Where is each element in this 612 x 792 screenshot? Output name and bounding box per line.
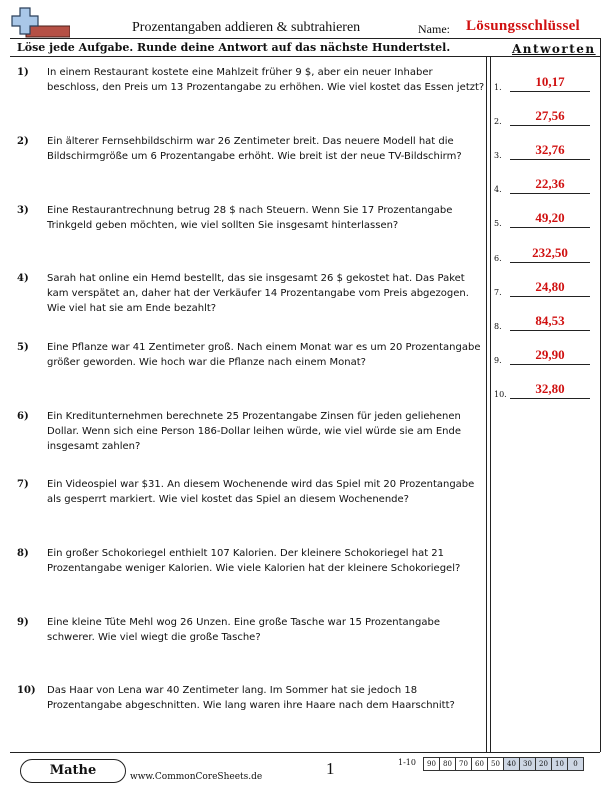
answer-line: [510, 125, 590, 126]
question-number: 8): [17, 548, 29, 559]
question-text: Ein Videospiel war $31. An diesem Wochenende wird das Spiel mit 20 Prozentangabe als gesperrt markiert. Wie viel kostet das Spiel an diesem Wochenende?: [47, 479, 475, 505]
answers-heading: Antworten: [512, 42, 596, 56]
answer-2: [494, 108, 604, 128]
answer-number: 4.: [494, 185, 502, 194]
question-text: Eine Pflanze war 41 Zentimeter groß. Nach einem Monat war es um 20 Prozentangabe größer geworden. Wie hoch war die Pflanze nach einem Monat?: [47, 342, 481, 368]
score-table: [424, 757, 584, 771]
answer-value: 32,80: [535, 381, 565, 396]
answer-value: 49,20: [535, 210, 565, 225]
answer-number: 2.: [494, 117, 502, 126]
answer-value: 22,36: [535, 176, 565, 191]
question-number: 6): [17, 411, 29, 422]
score-cell: 30: [519, 757, 536, 771]
answer-number: 5.: [494, 219, 502, 228]
score-range-label: 1-10: [398, 758, 416, 767]
answer-line: [510, 296, 590, 297]
score-cell: 60: [471, 757, 488, 771]
plus-minus-logo-icon: [10, 4, 70, 40]
name-label: Name:: [418, 22, 450, 36]
answer-value: 29,90: [535, 347, 565, 362]
score-cell: 70: [455, 757, 472, 771]
answer-7: [494, 279, 604, 299]
subject-badge: Mathe: [20, 759, 126, 783]
question-number: 1): [17, 67, 29, 78]
question-number: 4): [17, 273, 29, 284]
answer-line: [510, 91, 590, 92]
score-cell: 90: [423, 757, 440, 771]
answer-value: 24,80: [535, 279, 565, 294]
score-cell: 10: [551, 757, 568, 771]
answer-value: 10,17: [535, 74, 565, 89]
answer-line: [510, 398, 590, 399]
answer-9: [494, 347, 604, 367]
question-text: In einem Restaurant kostete eine Mahlzeit früher 9 $, aber ein neuer Inhaber beschloss, den Preis um 13 Prozentangabe zu erhöhen. Wie viel kostet das Essen jetzt?: [47, 67, 485, 93]
score-cell: 50: [487, 757, 504, 771]
question-number: 10): [17, 685, 36, 696]
question-text: Eine kleine Tüte Mehl wog 26 Unzen. Eine große Tasche war 15 Prozentangabe schwerer. Wie viel wiegt die große Tasche?: [47, 617, 440, 643]
question-text: Ein Kreditunternehmen berechnete 25 Prozentangabe Zinsen für jeden geliehenen Dollar. Wenn sich eine Person 186-Dollar leihen würde, wie viel würde sie am Ende insgesamt zahlen?: [47, 411, 462, 452]
instructions-rule: [10, 56, 600, 57]
answer-line: [510, 262, 590, 263]
answer-number: 3.: [494, 151, 502, 160]
answer-number: 7.: [494, 288, 502, 297]
question-number: 5): [17, 342, 29, 353]
worksheet-title: Prozentangaben addieren & subtrahieren: [132, 20, 361, 35]
question-number: 9): [17, 617, 29, 628]
answer-3: [494, 142, 604, 162]
question-number: 2): [17, 136, 29, 147]
answer-number: 8.: [494, 322, 502, 331]
answer-column-divider-inner: [490, 56, 491, 752]
site-url: www.CommonCoreSheets.de: [130, 772, 263, 782]
question-text: Sarah hat online ein Hemd bestellt, das sie insgesamt 26 $ gekostet hat. Das Paket kam verspätet an, daher hat der Verkäufer 14 Prozentangabe vom Preis abgezogen. Wie viel hat sie am Ende bezahlt?: [47, 273, 469, 314]
instructions: Löse jede Aufgabe. Runde deine Antwort auf das nächste Hundertstel.: [17, 41, 451, 54]
question-text: Ein großer Schokoriegel enthielt 107 Kalorien. Der kleinere Schokoriegel hat 21 Prozentangabe weniger Kalorien. Wie viele Kalorien hat der kleinere Schokoriegel?: [47, 548, 461, 574]
answer-4: [494, 176, 604, 196]
question-number: 7): [17, 479, 29, 490]
answer-6: [494, 245, 604, 265]
question-text: Ein älterer Fernsehbildschirm war 26 Zentimeter breit. Das neuere Modell hat die Bildschirmgröße um 6 Prozentangabe erhöht. Wie breit ist der neue TV-Bildschirm?: [47, 136, 462, 162]
question-text: Eine Restaurantrechnung betrug 28 $ nach Steuern. Wenn Sie 17 Prozentangabe Trinkgeld geben möchten, wie viel sollten Sie insgesamt hinterlassen?: [47, 205, 453, 231]
answer-1: [494, 74, 604, 94]
answer-line: [510, 330, 590, 331]
page-number: 1: [326, 759, 335, 778]
question-number: 3): [17, 205, 29, 216]
answer-line: [510, 364, 590, 365]
answer-line: [510, 159, 590, 160]
footer-rule: [10, 752, 600, 753]
answer-value: 32,76: [535, 142, 565, 157]
answer-line: [510, 227, 590, 228]
score-cell: 20: [535, 757, 552, 771]
answer-8: [494, 313, 604, 333]
answer-10: [494, 381, 604, 401]
answer-value: 27,56: [535, 108, 565, 123]
score-cell: 40: [503, 757, 520, 771]
answer-number: 9.: [494, 356, 502, 365]
answer-value: 84,53: [535, 313, 565, 328]
answer-value: 232,50: [532, 245, 568, 260]
question-text: Das Haar von Lena war 40 Zentimeter lang. Im Sommer hat sie jedoch 18 Prozentangabe abgeschnitten. Wie lang waren ihre Haare nach dem Haarschnitt?: [47, 685, 455, 711]
answer-5: [494, 210, 604, 230]
answer-line: [510, 193, 590, 194]
header-rule: [10, 38, 600, 39]
score-cell: 80: [439, 757, 456, 771]
answer-key-label: Lösungsschlüssel: [466, 18, 581, 34]
answer-number: 10.: [494, 390, 507, 399]
answer-number: 6.: [494, 254, 502, 263]
score-cell: 0: [567, 757, 584, 771]
answer-number: 1.: [494, 83, 502, 92]
